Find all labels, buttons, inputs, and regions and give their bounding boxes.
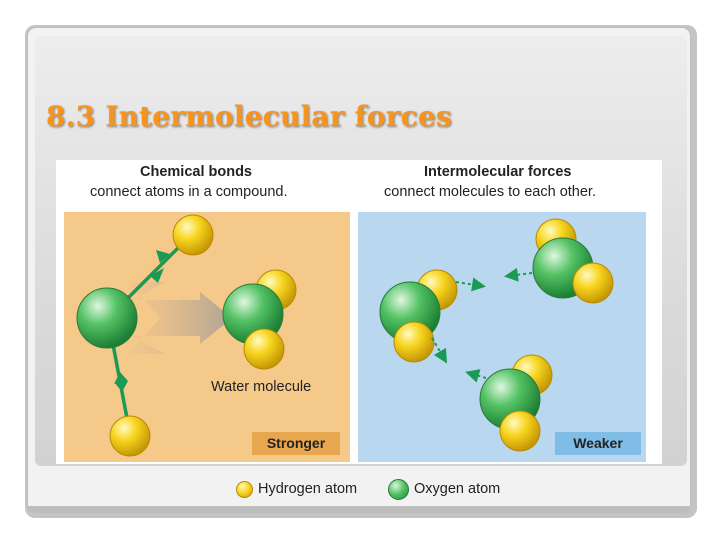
hydrogen-atom [394, 322, 434, 362]
hydrogen-atom [244, 329, 284, 369]
legend [0, 480, 720, 498]
hydrogen-atom [110, 416, 150, 456]
chemical-bonds-heading: Chemical bonds [140, 164, 252, 180]
oxygen-legend-label: Oxygen atom [414, 481, 501, 497]
oxygen-atom [77, 288, 137, 348]
stronger-badge: Stronger [252, 432, 340, 455]
intermolecular-forces-heading: Intermolecular forces [424, 164, 572, 180]
intermolecular-force-arrow [469, 373, 486, 378]
intermolecular-force-arrow [456, 282, 482, 286]
intermolecular-forces-subheading: connect molecules to each other. [384, 184, 596, 200]
intermolecular-force-arrow [508, 273, 532, 276]
chemical-bonds-subheading: connect atoms in a compound. [90, 184, 288, 200]
hydrogen-atom [500, 411, 540, 451]
hydrogen-legend-label: Hydrogen atom [258, 481, 358, 497]
slide-title: 8.3 Intermolecular forces [46, 100, 452, 133]
hydrogen-atom [573, 263, 613, 303]
hydrogen-atom [173, 215, 213, 255]
strength-arrow [128, 282, 232, 354]
oxygen-legend-icon [388, 479, 409, 500]
hydrogen-legend-icon [236, 481, 253, 498]
slide-bottom-edge [27, 506, 691, 513]
weaker-badge: Weaker [555, 432, 641, 455]
water-molecule-label: Water molecule [211, 379, 312, 395]
